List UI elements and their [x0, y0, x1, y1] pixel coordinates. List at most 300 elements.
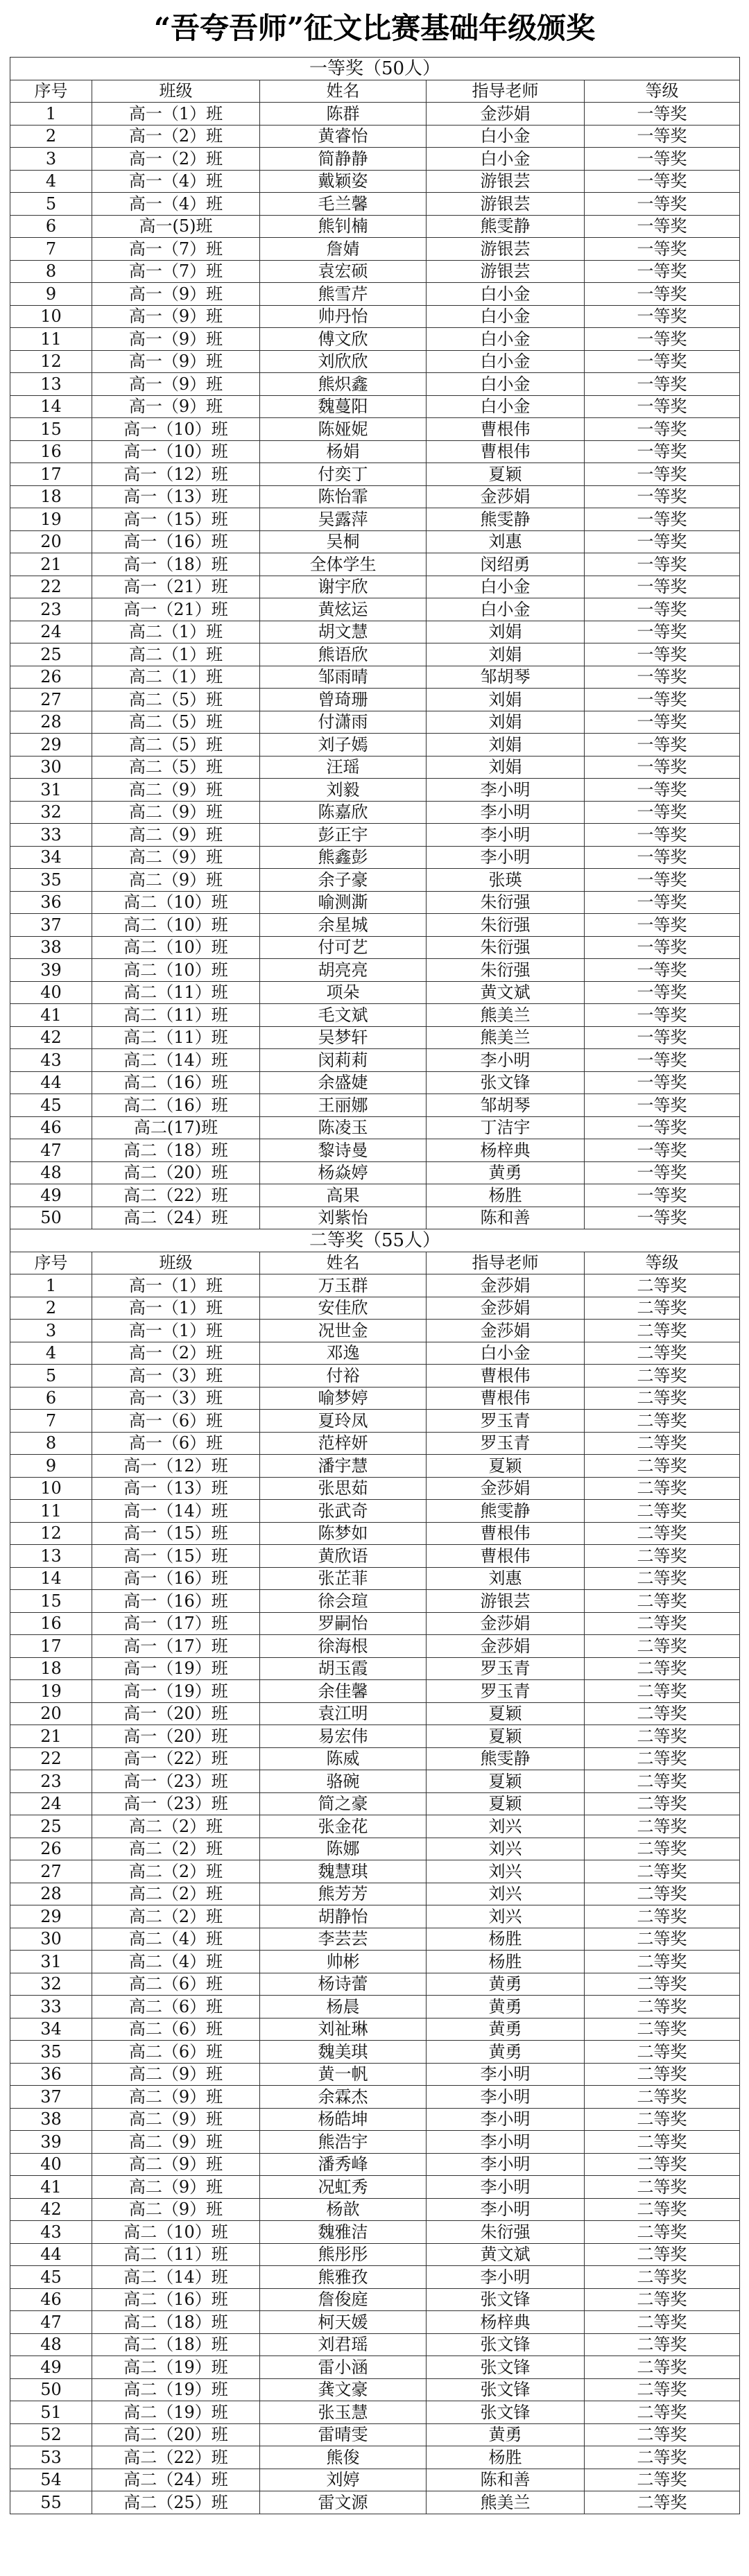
cell-class: 高二（2）班 [92, 1838, 260, 1860]
cell-name: 刘毅 [260, 779, 427, 802]
table-row [10, 2063, 740, 2086]
cell-number: 41 [10, 1004, 92, 1027]
cell-teacher: 白小金 [427, 328, 585, 351]
table-row [10, 1297, 740, 1320]
cell-level: 一等奖 [585, 1116, 740, 1139]
column-header: 姓名 [260, 80, 427, 103]
cell-teacher: 黄勇 [427, 1161, 585, 1184]
table-row [10, 2243, 740, 2266]
cell-class: 高二（16）班 [92, 1071, 260, 1094]
cell-teacher: 刘娟 [427, 734, 585, 757]
cell-name: 付奕丁 [260, 463, 427, 486]
cell-class: 高二（19）班 [92, 2378, 260, 2401]
cell-name: 黄睿怡 [260, 125, 427, 148]
cell-teacher: 罗玉青 [427, 1410, 585, 1433]
table-row [10, 1635, 740, 1658]
cell-class: 高一（12）班 [92, 463, 260, 486]
cell-class: 高二（18）班 [92, 2333, 260, 2356]
cell-class: 高一（17）班 [92, 1612, 260, 1635]
cell-class: 高二（9）班 [92, 779, 260, 802]
table-row [10, 1567, 740, 1590]
cell-level: 二等奖 [585, 2041, 740, 2064]
cell-class: 高一（6）班 [92, 1410, 260, 1433]
cell-level: 一等奖 [585, 598, 740, 621]
cell-teacher: 熊雯静 [427, 1747, 585, 1770]
cell-teacher: 李小明 [427, 846, 585, 869]
cell-name: 熊钊楠 [260, 215, 427, 238]
cell-class: 高二（6）班 [92, 2018, 260, 2041]
cell-level: 二等奖 [585, 2266, 740, 2289]
cell-number: 8 [10, 260, 92, 283]
cell-level: 一等奖 [585, 148, 740, 171]
cell-name: 杨皓坤 [260, 2108, 427, 2131]
cell-name: 魏雅洁 [260, 2221, 427, 2244]
cell-teacher: 白小金 [427, 148, 585, 171]
cell-level: 二等奖 [585, 1838, 740, 1860]
cell-teacher: 李小明 [427, 2153, 585, 2176]
cell-teacher: 刘兴 [427, 1838, 585, 1860]
cell-teacher: 朱衍强 [427, 2221, 585, 2244]
cell-class: 高一（16）班 [92, 1567, 260, 1590]
table-row [10, 576, 740, 598]
cell-number: 33 [10, 824, 92, 847]
cell-level: 二等奖 [585, 2423, 740, 2446]
cell-teacher: 夏颖 [427, 463, 585, 486]
cell-number: 35 [10, 869, 92, 892]
cell-teacher: 游银芸 [427, 170, 585, 193]
cell-class: 高一（19）班 [92, 1680, 260, 1703]
table-row [10, 1410, 740, 1433]
cell-level: 二等奖 [585, 1815, 740, 1838]
cell-name: 刘祉琳 [260, 2018, 427, 2041]
cell-name: 袁江明 [260, 1702, 427, 1725]
cell-teacher: 朱衍强 [427, 959, 585, 982]
cell-teacher: 刘兴 [427, 1883, 585, 1905]
cell-level: 一等奖 [585, 170, 740, 193]
cell-level: 一等奖 [585, 508, 740, 531]
column-header: 指导老师 [427, 80, 585, 103]
cell-name: 雷小涵 [260, 2356, 427, 2379]
cell-class: 高一（14）班 [92, 1500, 260, 1523]
cell-level: 一等奖 [585, 440, 740, 463]
cell-name: 傅文欣 [260, 328, 427, 351]
cell-teacher: 李小明 [427, 2176, 585, 2199]
table-row [10, 1139, 740, 1162]
cell-name: 熊雅孜 [260, 2266, 427, 2289]
column-header-row [10, 80, 740, 103]
table-row [10, 936, 740, 959]
cell-name: 付潇雨 [260, 711, 427, 734]
cell-level: 二等奖 [585, 2469, 740, 2491]
cell-class: 高二（2）班 [92, 1883, 260, 1905]
cell-teacher: 熊雯静 [427, 215, 585, 238]
cell-name: 李芸芸 [260, 1928, 427, 1951]
cell-number: 28 [10, 1883, 92, 1905]
cell-number: 9 [10, 283, 92, 306]
cell-teacher: 白小金 [427, 598, 585, 621]
cell-name: 熊语欣 [260, 643, 427, 666]
table-row [10, 125, 740, 148]
cell-number: 9 [10, 1455, 92, 1478]
cell-level: 二等奖 [585, 1387, 740, 1410]
cell-number: 16 [10, 1612, 92, 1635]
table-row [10, 2491, 740, 2514]
cell-number: 28 [10, 711, 92, 734]
table-row [10, 1838, 740, 1860]
cell-level: 一等奖 [585, 1139, 740, 1162]
table-row [10, 1432, 740, 1455]
cell-name: 全体学生 [260, 553, 427, 576]
cell-class: 高一（10）班 [92, 418, 260, 441]
cell-teacher: 陈和善 [427, 1207, 585, 1229]
cell-number: 7 [10, 238, 92, 261]
cell-teacher: 夏颖 [427, 1792, 585, 1815]
table-row [10, 1905, 740, 1928]
cell-level: 二等奖 [585, 1320, 740, 1342]
table-row [10, 2423, 740, 2446]
cell-level: 二等奖 [585, 1455, 740, 1478]
cell-level: 一等奖 [585, 193, 740, 216]
cell-class: 高一（13）班 [92, 485, 260, 508]
cell-teacher: 杨胜 [427, 1184, 585, 1207]
table-row [10, 418, 740, 441]
cell-class: 高一（1）班 [92, 103, 260, 126]
cell-level: 二等奖 [585, 1702, 740, 1725]
cell-number: 42 [10, 1026, 92, 1049]
cell-number: 13 [10, 373, 92, 396]
cell-teacher: 夏颖 [427, 1725, 585, 1748]
table-row [10, 1274, 740, 1297]
cell-level: 一等奖 [585, 801, 740, 824]
cell-class: 高一（9）班 [92, 305, 260, 328]
table-row [10, 1026, 740, 1049]
cell-level: 二等奖 [585, 1432, 740, 1455]
cell-number: 18 [10, 485, 92, 508]
column-header-row [10, 1252, 740, 1274]
table-row [10, 463, 740, 486]
cell-class: 高二（10）班 [92, 914, 260, 937]
cell-name: 余霖杰 [260, 2086, 427, 2109]
cell-name: 徐海根 [260, 1635, 427, 1658]
cell-class: 高一（7）班 [92, 238, 260, 261]
cell-class: 高二（9）班 [92, 2131, 260, 2154]
cell-number: 8 [10, 1432, 92, 1455]
cell-level: 一等奖 [585, 373, 740, 396]
cell-teacher: 李小明 [427, 2063, 585, 2086]
table-row [10, 1365, 740, 1388]
cell-name: 陈凌玉 [260, 1116, 427, 1139]
column-header: 序号 [10, 1252, 92, 1274]
cell-name: 罗嗣怡 [260, 1612, 427, 1635]
cell-level: 一等奖 [585, 238, 740, 261]
cell-teacher: 夏颖 [427, 1455, 585, 1478]
cell-class: 高二（10）班 [92, 2221, 260, 2244]
cell-name: 杨诗蕾 [260, 1973, 427, 1996]
table-row [10, 734, 740, 757]
cell-class: 高二（25）班 [92, 2491, 260, 2514]
cell-class: 高二(17)班 [92, 1116, 260, 1139]
table-row [10, 1184, 740, 1207]
cell-level: 二等奖 [585, 2176, 740, 2199]
cell-class: 高一（1）班 [92, 1274, 260, 1297]
cell-number: 48 [10, 1161, 92, 1184]
cell-number: 18 [10, 1657, 92, 1680]
cell-number: 34 [10, 2018, 92, 2041]
cell-name: 陈群 [260, 103, 427, 126]
cell-level: 一等奖 [585, 734, 740, 757]
cell-class: 高一（21）班 [92, 598, 260, 621]
cell-class: 高二（14）班 [92, 1049, 260, 1072]
cell-teacher: 白小金 [427, 373, 585, 396]
cell-class: 高一（9）班 [92, 350, 260, 373]
cell-level: 一等奖 [585, 914, 740, 937]
cell-class: 高一（2）班 [92, 1342, 260, 1365]
cell-teacher: 张文锋 [427, 2288, 585, 2311]
cell-level: 二等奖 [585, 1477, 740, 1500]
cell-class: 高二（9）班 [92, 824, 260, 847]
table-row [10, 2108, 740, 2131]
table-row [10, 756, 740, 779]
table-row [10, 914, 740, 937]
cell-level: 一等奖 [585, 485, 740, 508]
cell-teacher: 曹根伟 [427, 1387, 585, 1410]
cell-level: 一等奖 [585, 328, 740, 351]
table-row [10, 1320, 740, 1342]
cell-number: 44 [10, 2243, 92, 2266]
cell-number: 50 [10, 1207, 92, 1229]
cell-name: 汪瑶 [260, 756, 427, 779]
cell-name: 陈娅妮 [260, 418, 427, 441]
cell-level: 二等奖 [585, 2401, 740, 2424]
cell-teacher: 张瑛 [427, 869, 585, 892]
cell-number: 49 [10, 1184, 92, 1207]
cell-name: 熊鑫彭 [260, 846, 427, 869]
cell-class: 高二（9）班 [92, 2176, 260, 2199]
cell-class: 高一（1）班 [92, 1297, 260, 1320]
cell-class: 高一（7）班 [92, 260, 260, 283]
cell-class: 高一（2）班 [92, 148, 260, 171]
cell-teacher: 白小金 [427, 283, 585, 306]
table-row [10, 2221, 740, 2244]
cell-number: 32 [10, 801, 92, 824]
cell-name: 柯天媛 [260, 2311, 427, 2334]
cell-teacher: 李小明 [427, 801, 585, 824]
table-row [10, 2311, 740, 2334]
cell-level: 二等奖 [585, 2491, 740, 2514]
cell-class: 高二（9）班 [92, 846, 260, 869]
cell-level: 二等奖 [585, 1297, 740, 1320]
cell-name: 陈嘉欣 [260, 801, 427, 824]
cell-level: 二等奖 [585, 1996, 740, 2019]
cell-teacher: 夏颖 [427, 1702, 585, 1725]
cell-level: 二等奖 [585, 1792, 740, 1815]
cell-number: 23 [10, 1770, 92, 1793]
table-row [10, 1161, 740, 1184]
cell-teacher: 白小金 [427, 305, 585, 328]
cell-name: 刘欣欣 [260, 350, 427, 373]
cell-name: 熊雪芹 [260, 283, 427, 306]
cell-teacher: 金莎娟 [427, 1320, 585, 1342]
cell-teacher: 张文锋 [427, 2401, 585, 2424]
cell-name: 徐会瑄 [260, 1590, 427, 1613]
cell-name: 魏蔓阳 [260, 395, 427, 418]
cell-name: 邓逸 [260, 1342, 427, 1365]
cell-name: 胡亮亮 [260, 959, 427, 982]
cell-name: 夏玲凤 [260, 1410, 427, 1433]
cell-class: 高一（20）班 [92, 1702, 260, 1725]
cell-number: 11 [10, 1500, 92, 1523]
cell-teacher: 陈和善 [427, 2469, 585, 2491]
cell-level: 二等奖 [585, 2446, 740, 2469]
cell-class: 高二（2）班 [92, 1905, 260, 1928]
cell-name: 刘紫怡 [260, 1207, 427, 1229]
cell-class: 高二（9）班 [92, 2198, 260, 2221]
cell-teacher: 熊美兰 [427, 2491, 585, 2514]
cell-name: 易宏伟 [260, 1725, 427, 1748]
cell-teacher: 黄文斌 [427, 2243, 585, 2266]
table-row [10, 598, 740, 621]
cell-level: 二等奖 [585, 1905, 740, 1928]
cell-number: 25 [10, 643, 92, 666]
table-row [10, 2401, 740, 2424]
cell-class: 高二（14）班 [92, 2266, 260, 2289]
cell-level: 二等奖 [585, 2356, 740, 2379]
cell-teacher: 夏颖 [427, 1770, 585, 1793]
cell-class: 高二（9）班 [92, 2108, 260, 2131]
cell-class: 高二（9）班 [92, 2063, 260, 2086]
cell-level: 一等奖 [585, 283, 740, 306]
cell-name: 付可艺 [260, 936, 427, 959]
table-row [10, 621, 740, 643]
cell-number: 35 [10, 2041, 92, 2064]
table-row [10, 666, 740, 689]
cell-class: 高一（9）班 [92, 328, 260, 351]
cell-number: 48 [10, 2333, 92, 2356]
table-row [10, 395, 740, 418]
cell-name: 龚文豪 [260, 2378, 427, 2401]
cell-class: 高一（3）班 [92, 1387, 260, 1410]
table-row [10, 891, 740, 914]
cell-teacher: 闵绍勇 [427, 553, 585, 576]
cell-class: 高二（1）班 [92, 621, 260, 643]
cell-number: 1 [10, 103, 92, 126]
cell-name: 吴露萍 [260, 508, 427, 531]
cell-number: 39 [10, 959, 92, 982]
table-row [10, 2469, 740, 2491]
table-row [10, 485, 740, 508]
cell-level: 二等奖 [585, 2243, 740, 2266]
cell-level: 一等奖 [585, 621, 740, 643]
cell-class: 高二（22）班 [92, 1184, 260, 1207]
column-header: 班级 [92, 1252, 260, 1274]
cell-class: 高一（9）班 [92, 283, 260, 306]
cell-level: 一等奖 [585, 711, 740, 734]
table-row [10, 2446, 740, 2469]
cell-name: 邹雨晴 [260, 666, 427, 689]
cell-class: 高一（13）班 [92, 1477, 260, 1500]
cell-name: 骆碗 [260, 1770, 427, 1793]
cell-teacher: 白小金 [427, 1342, 585, 1365]
cell-name: 付裕 [260, 1365, 427, 1388]
cell-class: 高二（11）班 [92, 2243, 260, 2266]
section-heading: 二等奖（55人） [10, 1229, 740, 1252]
cell-name: 彭正宇 [260, 824, 427, 847]
cell-name: 毛兰馨 [260, 193, 427, 216]
cell-level: 二等奖 [585, 1951, 740, 1973]
cell-number: 14 [10, 395, 92, 418]
table-row [10, 193, 740, 216]
cell-name: 张武奇 [260, 1500, 427, 1523]
cell-number: 30 [10, 756, 92, 779]
cell-number: 46 [10, 2288, 92, 2311]
cell-name: 戴颖姿 [260, 170, 427, 193]
cell-class: 高二（6）班 [92, 1996, 260, 2019]
table-row [10, 1071, 740, 1094]
cell-class: 高二（9）班 [92, 869, 260, 892]
column-header: 指导老师 [427, 1252, 585, 1274]
cell-class: 高二（9）班 [92, 801, 260, 824]
cell-teacher: 邹胡琴 [427, 1094, 585, 1117]
cell-number: 14 [10, 1567, 92, 1590]
cell-number: 15 [10, 418, 92, 441]
cell-number: 1 [10, 1274, 92, 1297]
cell-name: 高果 [260, 1184, 427, 1207]
table-row [10, 1387, 740, 1410]
cell-name: 杨焱婷 [260, 1161, 427, 1184]
cell-class: 高二（10）班 [92, 891, 260, 914]
cell-teacher: 白小金 [427, 576, 585, 598]
table-row [10, 2086, 740, 2109]
cell-class: 高二（10）班 [92, 936, 260, 959]
cell-number: 13 [10, 1545, 92, 1568]
cell-teacher: 刘娟 [427, 689, 585, 711]
cell-teacher: 朱衍强 [427, 891, 585, 914]
cell-teacher: 熊雯静 [427, 1500, 585, 1523]
cell-name: 詹俊庭 [260, 2288, 427, 2311]
cell-class: 高二（9）班 [92, 2153, 260, 2176]
cell-class: 高二（11）班 [92, 1004, 260, 1027]
cell-name: 况虹秀 [260, 2176, 427, 2199]
cell-teacher: 朱衍强 [427, 914, 585, 937]
cell-level: 二等奖 [585, 1522, 740, 1545]
cell-class: 高一（17）班 [92, 1635, 260, 1658]
cell-number: 54 [10, 2469, 92, 2491]
cell-number: 31 [10, 779, 92, 802]
cell-name: 闵莉莉 [260, 1049, 427, 1072]
cell-teacher: 黄勇 [427, 1973, 585, 1996]
cell-class: 高二（24）班 [92, 1207, 260, 1229]
cell-number: 39 [10, 2131, 92, 2154]
cell-level: 一等奖 [585, 215, 740, 238]
table-row [10, 1545, 740, 1568]
cell-level: 一等奖 [585, 1071, 740, 1094]
table-row [10, 2176, 740, 2199]
cell-name: 张思茹 [260, 1477, 427, 1500]
cell-name: 陈娜 [260, 1838, 427, 1860]
table-row [10, 373, 740, 396]
cell-teacher: 熊雯静 [427, 508, 585, 531]
table-row [10, 305, 740, 328]
cell-name: 杨歆 [260, 2198, 427, 2221]
cell-name: 熊浩宇 [260, 2131, 427, 2154]
table-row [10, 2153, 740, 2176]
cell-class: 高一(5)班 [92, 215, 260, 238]
cell-level: 一等奖 [585, 666, 740, 689]
cell-name: 谢宇欣 [260, 576, 427, 598]
cell-level: 一等奖 [585, 103, 740, 126]
cell-teacher: 金莎娟 [427, 1477, 585, 1500]
cell-level: 二等奖 [585, 1725, 740, 1748]
